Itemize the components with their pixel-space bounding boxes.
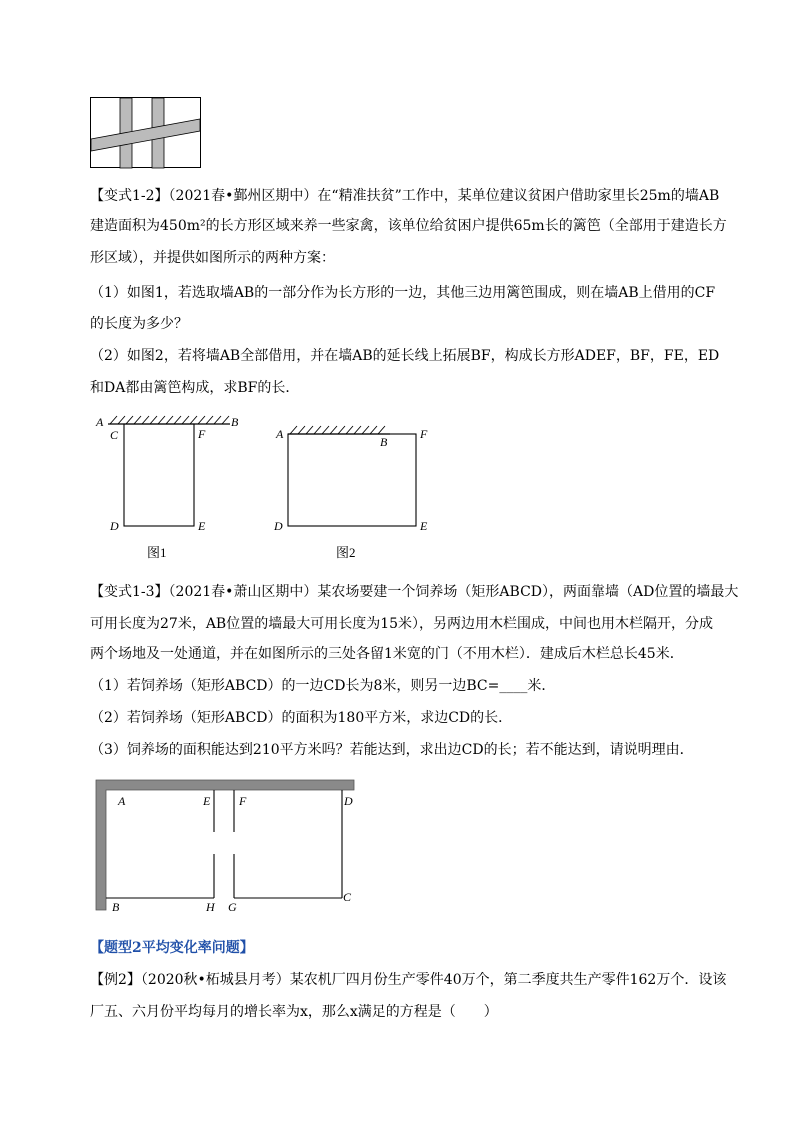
fig1-caption: 图1: [147, 545, 167, 560]
figure-2: [270, 412, 440, 562]
farm-label-a: A: [118, 794, 126, 808]
v12-q2a: （2）如图2，若将墙AB全部借用，并在墙AB的延长线上拓展BF，构成长方形ADEF，BF，FE，ED: [90, 348, 720, 364]
v12-q2b: 和DA都由篱笆构成，求BF的长．: [90, 380, 300, 396]
fig1-label-b: B: [231, 415, 239, 429]
fig2-label-f: F: [420, 427, 428, 441]
fig2-label-a: A: [276, 427, 284, 441]
fig1-label-c: C: [110, 428, 119, 442]
v12-line2: 建造面积为450m²的长方形区域来养一些家禽，该单位给贫困户提供65m长的篱笆（全部用于建造长方: [90, 218, 727, 234]
farm-figure: [92, 780, 362, 915]
fig2-label-b: B: [380, 435, 388, 449]
fig2-caption: 图2: [336, 545, 356, 560]
v12-q1a: （1）如图1，若选取墙AB的一部分作为长方形的一边，其他三边用篱笆围成，则在墙AB上借用的CF: [90, 285, 716, 301]
farm-label-f: F: [239, 794, 247, 808]
fig2-label-e: E: [420, 519, 428, 533]
farm-label-g: G: [228, 900, 237, 914]
v13-q2: （2）若饲养场（矩形ABCD）的面积为180平方米，求边CD的长．: [90, 710, 513, 726]
section-title: 【题型2平均变化率问题】: [90, 940, 254, 956]
v12-line1: 【变式1-2】（2021春•鄞州区期中）在“精准扶贫”工作中，某单位建议贫困户借助家里长25m的墙AB: [90, 188, 720, 204]
fig2-label-d: D: [274, 519, 283, 533]
example-line2: 厂五、六月份平均每月的增长率为x，那么x满足的方程是（ ）: [90, 1004, 498, 1020]
v13-q3: （3）饲养场的面积能达到210平方米吗？若能达到，求出边CD的长；若不能达到，请说明理由．: [90, 742, 694, 758]
fig1-label-a: A: [96, 415, 104, 429]
fig1-label-f: F: [198, 427, 206, 441]
farm-label-e: E: [203, 794, 211, 808]
v13-line2: 可用长度为27米，AB位置的墙最大可用长度为15米），另两边用木栏围成，中间也用木栏隔开，分成: [90, 616, 714, 632]
v12-line3: 形区域），并提供如图所示的两种方案：: [90, 250, 335, 266]
fig1-label-e: E: [198, 519, 206, 533]
farm-label-d: D: [344, 794, 353, 808]
farm-label-h: H: [206, 900, 215, 914]
road-figure: [90, 97, 202, 169]
v13-line3: 两个场地及一处通道，并在如图所示的三处各留1米宽的门（不用木栏）．建成后木栏总长45米．: [90, 646, 684, 662]
figure-1: [90, 412, 250, 562]
fig1-label-d: D: [110, 519, 119, 533]
v12-q1b: 的长度为多少？: [90, 316, 188, 332]
farm-label-b: B: [112, 900, 120, 914]
farm-label-c: C: [343, 890, 352, 904]
example-line1: 【例2】（2020秋•柘城县月考）某农机厂四月份生产零件40万个，第二季度共生产零件162万个．设该: [90, 972, 727, 988]
v13-q1: （1）若饲养场（矩形ABCD）的一边CD长为8米，则另一边BC=____米．: [90, 678, 556, 694]
v13-line1: 【变式1-3】（2021春•萧山区期中）某农场要建一个饲养场（矩形ABCD），两面靠墙（AD位置的墙最大: [90, 584, 739, 600]
